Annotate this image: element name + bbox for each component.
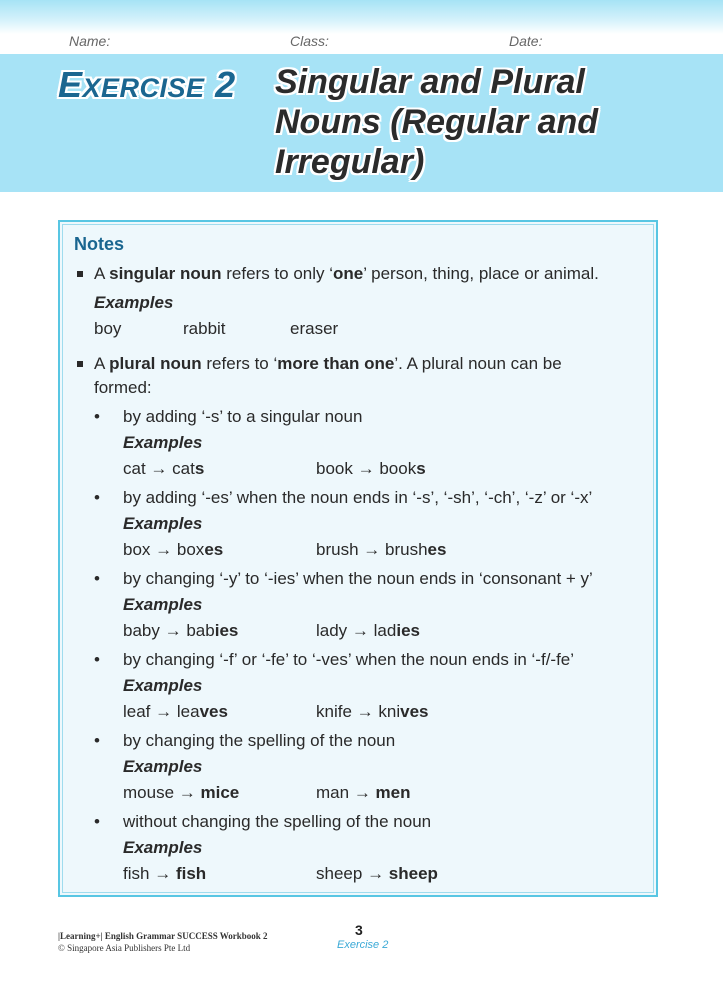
singular-example: rabbit: [183, 319, 226, 338]
dot-bullet-icon: •: [94, 812, 100, 831]
singular-example: boy: [94, 319, 122, 338]
dot-bullet-icon: •: [94, 731, 100, 750]
notes-heading: Notes: [74, 234, 125, 254]
exercise-label: [58, 64, 236, 106]
examples-label: Examples: [123, 514, 203, 533]
footer-publisher: [58, 930, 268, 954]
example-pair: man → men: [316, 783, 411, 802]
class-label: Class:: [290, 33, 329, 49]
square-bullet-icon: [77, 361, 83, 367]
examples-label: Examples: [123, 595, 203, 614]
examples-label: Examples: [123, 757, 203, 776]
page-title: [275, 62, 695, 182]
examples-label: Examples: [123, 433, 203, 452]
notes-box: [58, 220, 658, 897]
title-line-2: Nouns (Regular and: [275, 103, 599, 141]
exercise-banner: [0, 54, 723, 192]
example-pair: box → boxes: [123, 540, 224, 559]
example-pair: baby → babies: [123, 621, 239, 640]
dot-bullet-icon: •: [94, 488, 100, 507]
page-exercise-label: Exercise 2: [337, 939, 389, 951]
exercise-first-letter: E: [58, 64, 83, 105]
rule-text: by adding ‘-s’ to a singular noun: [123, 407, 363, 426]
rule-text: by adding ‘-es’ when the noun ends in ‘-s’, ‘-sh’, ‘-ch’, ‘-z’ or ‘-x’: [123, 488, 593, 507]
example-pair: mouse → mice: [123, 783, 240, 802]
singular-definition: A singular noun refers to only ‘one’ person, thing, place or animal.: [94, 264, 599, 283]
book-title: |Learning+| English Grammar SUCCESS Workbook 2: [58, 931, 268, 941]
square-bullet-icon: [77, 271, 83, 277]
dot-bullet-icon: •: [94, 650, 100, 669]
example-pair: lady → ladies: [316, 621, 420, 640]
dot-bullet-icon: •: [94, 407, 100, 426]
title-line-1: Singular and Plural: [275, 63, 585, 101]
rule-text: by changing the spelling of the noun: [123, 731, 396, 750]
example-pair: fish → fish: [123, 864, 207, 883]
examples-label: Examples: [123, 838, 203, 857]
singular-example: eraser: [290, 319, 339, 338]
example-pair: cat → cats: [123, 459, 205, 478]
rule-text: by changing ‘-f’ or ‘-fe’ to ‘-ves’ when the noun ends in ‘-f/-fe’: [123, 650, 575, 669]
example-pair: sheep → sheep: [316, 864, 438, 883]
page-number: 3: [355, 922, 363, 938]
example-pair: leaf → leaves: [123, 702, 228, 721]
examples-label: Examples: [94, 293, 174, 312]
example-pair: knife → knives: [316, 702, 429, 721]
plural-definition: A plural noun refers to ‘more than one’. A plural noun can be: [94, 354, 562, 373]
rule-text: without changing the spelling of the noun: [123, 812, 432, 831]
copyright: © Singapore Asia Publishers Pte Ltd: [58, 943, 191, 953]
plural-definition-line2: formed:: [94, 378, 152, 397]
dot-bullet-icon: •: [94, 569, 100, 588]
exercise-word: XERCISE: [82, 73, 205, 103]
example-pair: brush → brushes: [316, 540, 447, 559]
title-line-3: Irregular): [275, 143, 425, 181]
name-label: Name:: [69, 33, 111, 49]
examples-label: Examples: [123, 676, 203, 695]
exercise-number: 2: [215, 64, 236, 105]
student-info-row: [0, 33, 723, 53]
top-gradient-band: [0, 0, 723, 34]
example-pair: book → books: [316, 459, 426, 478]
rule-text: by changing ‘-y’ to ‘-ies’ when the noun ends in ‘consonant + y’: [123, 569, 593, 588]
date-label: Date:: [509, 33, 543, 49]
